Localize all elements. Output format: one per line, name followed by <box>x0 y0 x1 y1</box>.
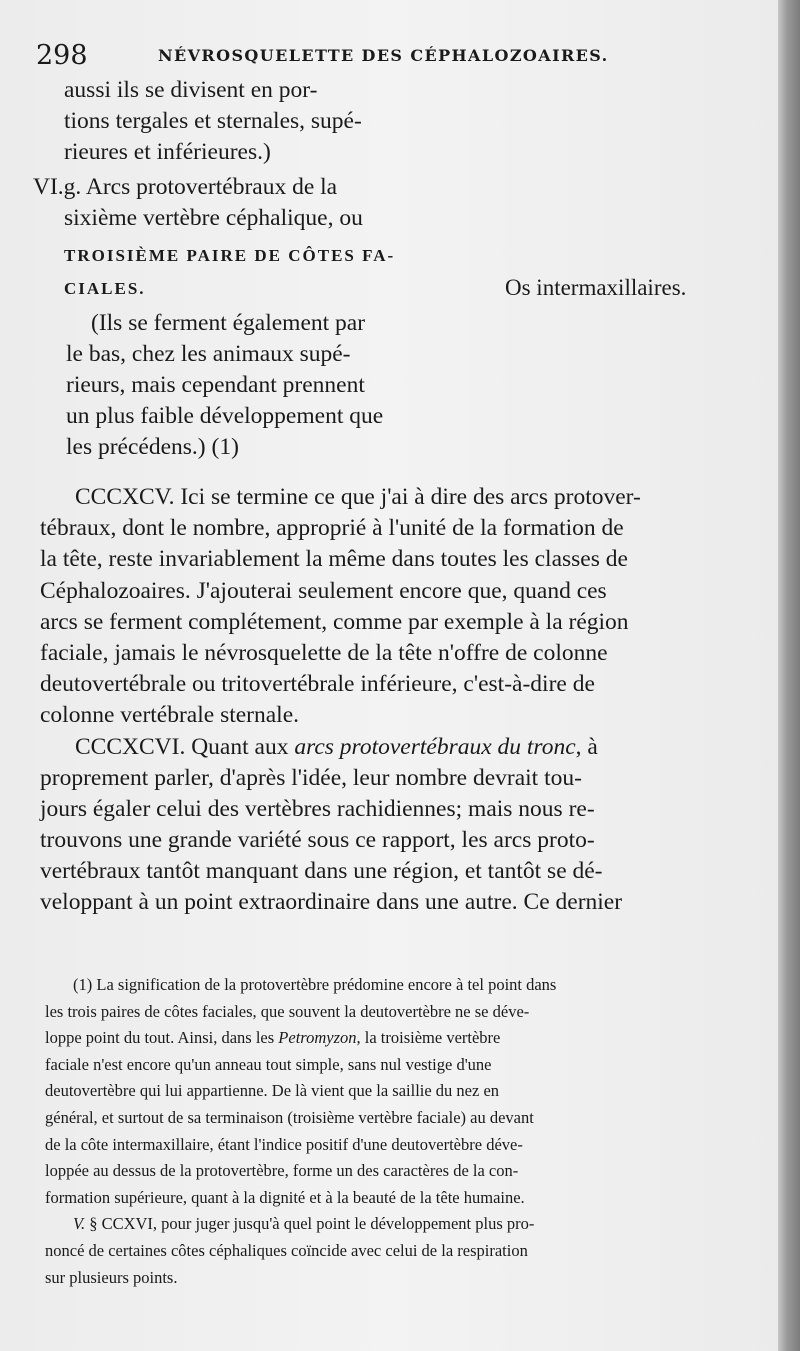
text-run: loppe point du tout. Ainsi, dans les <box>45 1028 279 1048</box>
text-line: vertébraux tantôt manquant dans une région, et tantôt se dé- <box>40 858 603 885</box>
parenthetical <box>66 308 383 463</box>
footnote-line: les trois paires de côtes faciales, que souvent la deutovertèbre ne se déve- <box>45 1001 530 1021</box>
marginal-heading: Os intermaxillaires. <box>505 275 687 300</box>
footnote-line: sur plusieurs points. <box>45 1267 178 1287</box>
text-line: un plus faible développement que <box>66 403 384 429</box>
text-line: sixième vertèbre céphalique, ou <box>64 205 363 231</box>
footnotes <box>45 972 750 1291</box>
text-line: le bas, chez les animaux supé- <box>66 341 351 367</box>
running-title: NÉVROSQUELETTE DES CÉPHALOZOAIRES. <box>158 46 609 65</box>
page-number: 298 <box>36 40 88 71</box>
text-line: Céphalozoaires. J'ajouterai seulement encore que, quand ces <box>40 577 607 604</box>
text-line: colonne vertébrale sternale. <box>40 702 300 729</box>
caps-line: TROISIÈME PAIRE DE CÔTES FA- <box>64 246 396 265</box>
text-line: tébraux, dont le nombre, approprié à l'unité de la formation de <box>40 515 624 542</box>
text-line: faciale, jamais le névrosquelette de la tête n'offre de colonne <box>40 639 608 666</box>
footnote-line: loppée au dessus de la protovertèbre, forme un des caractères de la con- <box>45 1161 519 1181</box>
text-line: trouvons une grande variété sous ce rapport, les arcs proto- <box>40 827 595 854</box>
text-line: veloppant à un point extraordinaire dans une autre. Ce dernier <box>40 889 623 916</box>
text-line: CCCXCV. Ici se termine ce que j'ai à dire des arcs protover- <box>75 484 641 510</box>
italic-genus: Petromyzon <box>278 1028 357 1048</box>
footnote-line: deutovertèbre qui lui appartienne. De là vient que la saillie du nez en <box>45 1081 500 1101</box>
text-line: aussi ils se divisent en por- <box>64 77 318 103</box>
page-edge-shadow <box>778 0 800 1351</box>
caps-line: CIALES. <box>64 279 146 298</box>
text-line: Arcs protovertébraux de la <box>85 174 338 200</box>
item-heading <box>33 172 337 203</box>
text-run: § CCXVI, pour juger jusqu'à quel point le développement plus pro- <box>85 1214 535 1234</box>
text-run: , à <box>575 733 598 760</box>
text-line: la tête, reste invariablement la même dans toutes les classes de <box>40 546 628 573</box>
text-line: deutovertébrale ou tritovertébrale inférieure, c'est-à-dire de <box>40 671 595 698</box>
italic-phrase: arcs protovertébraux du tronc <box>294 733 576 760</box>
text-line: (Ils se ferment également par <box>91 310 366 336</box>
text-line <box>40 732 745 763</box>
text-line: rieurs, mais cependant prennent <box>66 372 365 398</box>
italic-ref: V. <box>73 1214 86 1234</box>
text-line: les précédens.) (1) <box>66 434 239 460</box>
footnote-line: de la côte intermaxillaire, étant l'indice positif d'une deutovertèbre déve- <box>45 1134 523 1154</box>
footnote-line: faciale n'est encore qu'un anneau tout simple, sans nul vestige d'une <box>45 1054 492 1074</box>
left-column <box>64 75 362 168</box>
footnote-line <box>45 1025 750 1052</box>
item-continuation <box>64 203 395 306</box>
footnote-line: (1) La signification de la protovertèbre prédomine encore à tel point dans <box>73 975 557 994</box>
text-run: CCCXCVI. Quant aux <box>75 733 295 760</box>
footnote-line <box>45 1211 750 1238</box>
item-label: VI.g. <box>33 174 82 200</box>
footnote-line: noncé de certaines côtes céphaliques coïncide avec celui de la respiration <box>45 1240 528 1260</box>
page-header <box>36 40 756 80</box>
footnote-line: formation supérieure, quant à la dignité et à la beauté de la tête humaine. <box>45 1187 525 1207</box>
text-run: , la troisième vertèbre <box>356 1028 501 1048</box>
text-line: proprement parler, d'après l'idée, leur nombre devrait tou- <box>40 764 582 791</box>
main-text <box>40 482 745 919</box>
text-line: rieures et inférieures.) <box>64 139 271 165</box>
text-line: jours égaler celui des vertèbres rachidiennes; mais nous re- <box>40 795 595 822</box>
footnote-line: général, et surtout de sa terminaison (troisième vertèbre faciale) au devant <box>45 1107 534 1127</box>
text-line: arcs se ferment complétement, comme par exemple à la région <box>40 608 629 635</box>
text-line: tions tergales et sternales, supé- <box>64 108 362 134</box>
